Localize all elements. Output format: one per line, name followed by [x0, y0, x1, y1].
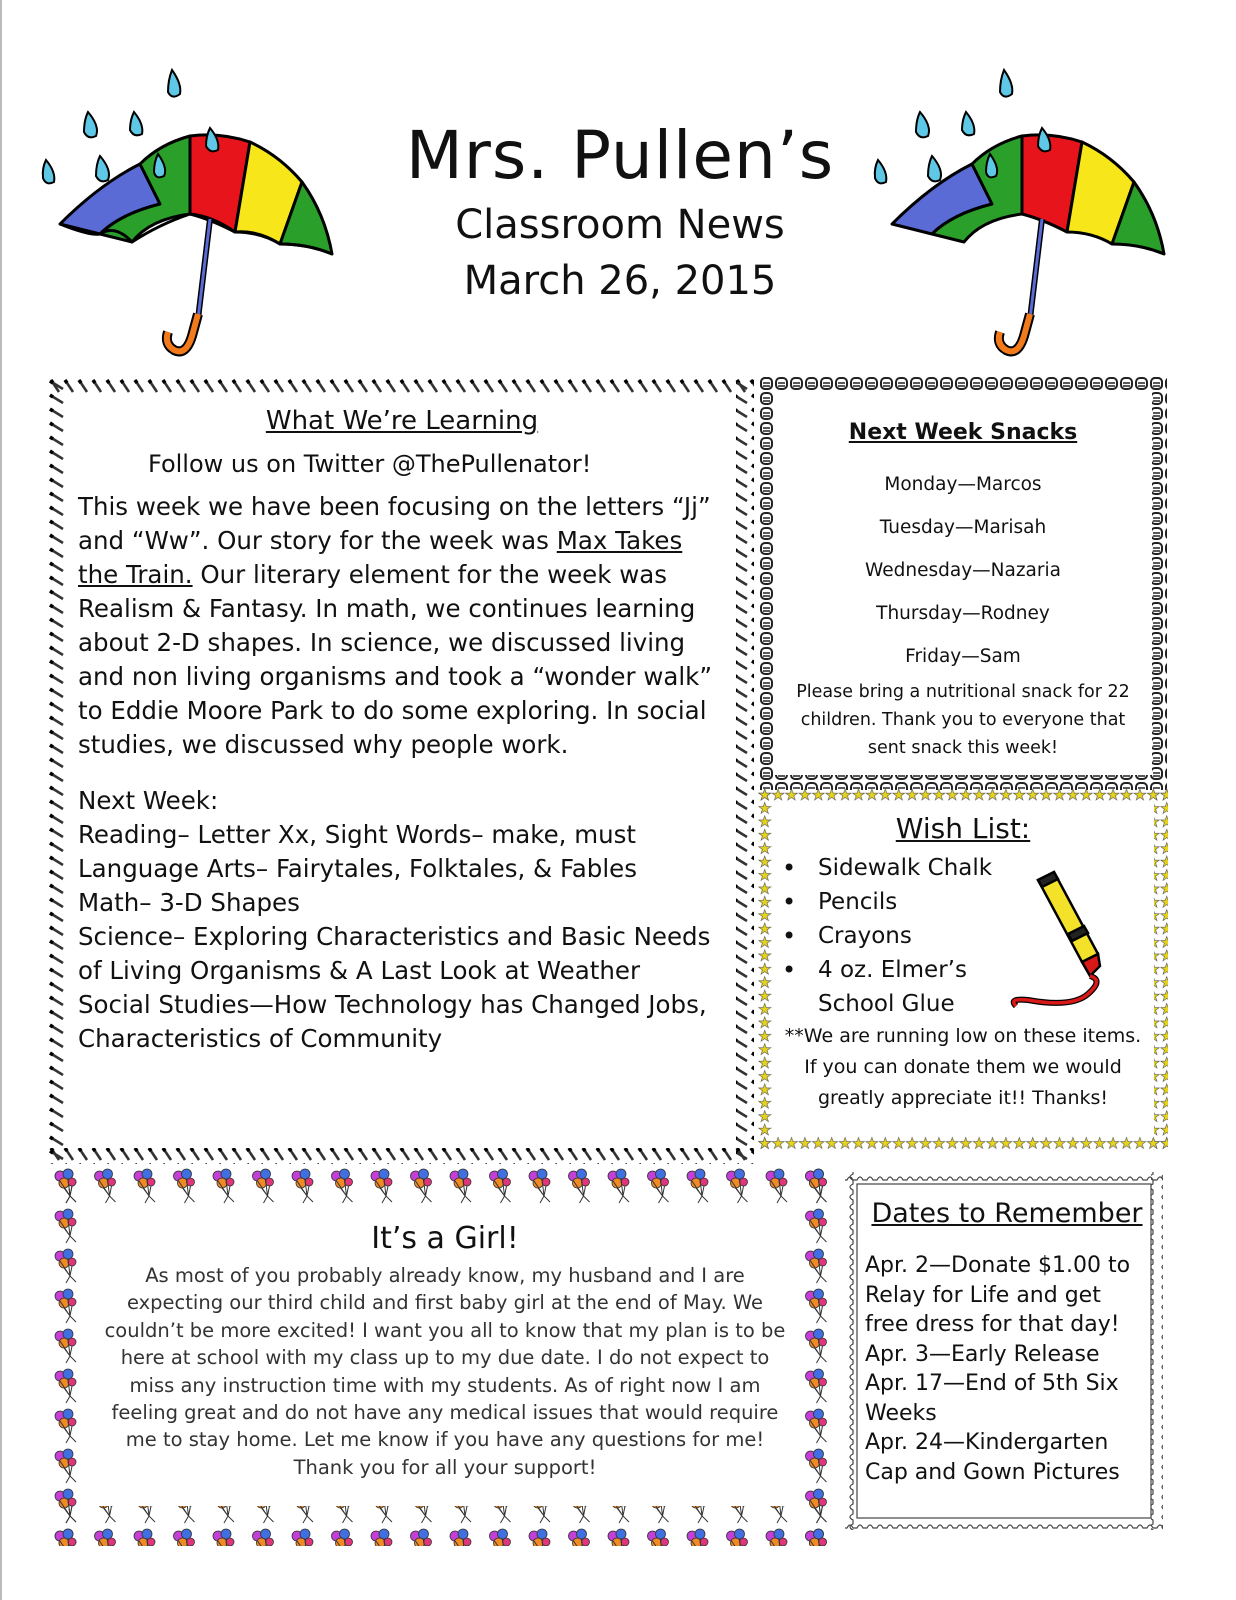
snack-day: Monday—Marcos [884, 474, 1042, 495]
wish-list-note: **We are running low on these items. If you can donate them we would greatly appreciate it!! Thanks! [784, 1025, 1142, 1109]
wish-list-box [758, 788, 1168, 1150]
umbrella-left-icon [40, 64, 340, 360]
page-subtitle: Classroom News [455, 202, 785, 248]
book-title: Max Takes the Train. [78, 526, 683, 589]
wish-list-item: • Sidewalk Chalk [818, 851, 1146, 885]
date-item: Apr. 24—Kindergarten Cap and Gown Pictures [865, 1430, 1120, 1485]
next-week-item: Language Arts– Fairytales, Folktales, & Fables [78, 854, 638, 883]
next-week-item: Reading– Letter Xx, Sight Words– make, must [78, 820, 636, 849]
next-week-heading: Next Week: [78, 786, 219, 815]
wish-list-item: • Pencils [818, 885, 1146, 919]
snack-day: Friday—Sam [905, 646, 1021, 667]
its-a-girl-heading: It’s a Girl! [371, 1221, 519, 1256]
wish-list-heading: Wish List: [895, 812, 1031, 845]
date-item: Apr. 17—End of 5th Six Weeks [865, 1371, 1119, 1426]
next-week-section [78, 784, 726, 1056]
umbrella-right-icon [872, 64, 1172, 360]
snacks-box [765, 382, 1161, 784]
learning-text-start: This week we have been focusing on the letters “Jj” and “Ww”. Our story for the week was [78, 492, 711, 555]
date-item: Apr. 2—Donate $1.00 to Relay for Life and get free dress for that day! [865, 1253, 1131, 1337]
newsletter-date: March 26, 2015 [463, 258, 777, 304]
snack-day: Tuesday—Marisah [879, 517, 1047, 538]
learning-text-end: Our literary element for the week was Realism & Fantasy. In math, we continues learning about 2-D shapes. In science, we discussed living and non living organisms and took a “wonder walk” to Eddie Moore Park to do some exploring. In social studies, we discussed why people work. [78, 560, 713, 759]
date-item: Apr. 3—Early Release [865, 1341, 1100, 1367]
page-title: Mrs. Pullen’s [405, 117, 835, 194]
learning-box [56, 386, 746, 1156]
snack-day: Thursday—Rodney [876, 603, 1050, 624]
wish-list-item: • Crayons [818, 919, 1146, 953]
newsletter-header [330, 115, 910, 309]
learning-heading: What We’re Learning [265, 406, 539, 436]
twitter-line: Follow us on Twitter @ThePullenator! [148, 450, 592, 478]
wish-list [780, 851, 1146, 1021]
next-week-item: Math– 3-D Shapes [78, 888, 300, 917]
dates-heading: Dates to Remember [871, 1198, 1143, 1229]
snacks-heading: Next Week Snacks [848, 420, 1078, 445]
next-week-item: Science– Exploring Characteristics and Basic Needs of Living Organisms & A Last Look at Weather [78, 922, 711, 985]
snack-day: Wednesday—Nazaria [865, 560, 1061, 581]
wish-list-item: • 4 oz. Elmer’s School Glue [818, 953, 988, 1021]
its-a-girl-text: As most of you probably already know, my husband and I are expecting our third child and first baby girl at the end of May. We couldn’t be more excited! I want you all to know that my plan is to be here at school with my class up to my due date. I do not expect to miss any instruction time with my students. As of right now I am feeling great and do not have any medical issues that would require me to stay home. Let me know if you have any questions for me! Thank you for all your support! [104, 1264, 786, 1479]
its-a-girl-box [50, 1166, 840, 1546]
learning-paragraph [78, 490, 726, 762]
snacks-note: Please bring a nutritional snack for 22 children. Thank you to everyone that sent snack this week! [796, 682, 1130, 758]
next-week-item: Social Studies—How Technology has Changed Jobs, Characteristics of Community [78, 990, 707, 1053]
dates-box [845, 1172, 1163, 1530]
